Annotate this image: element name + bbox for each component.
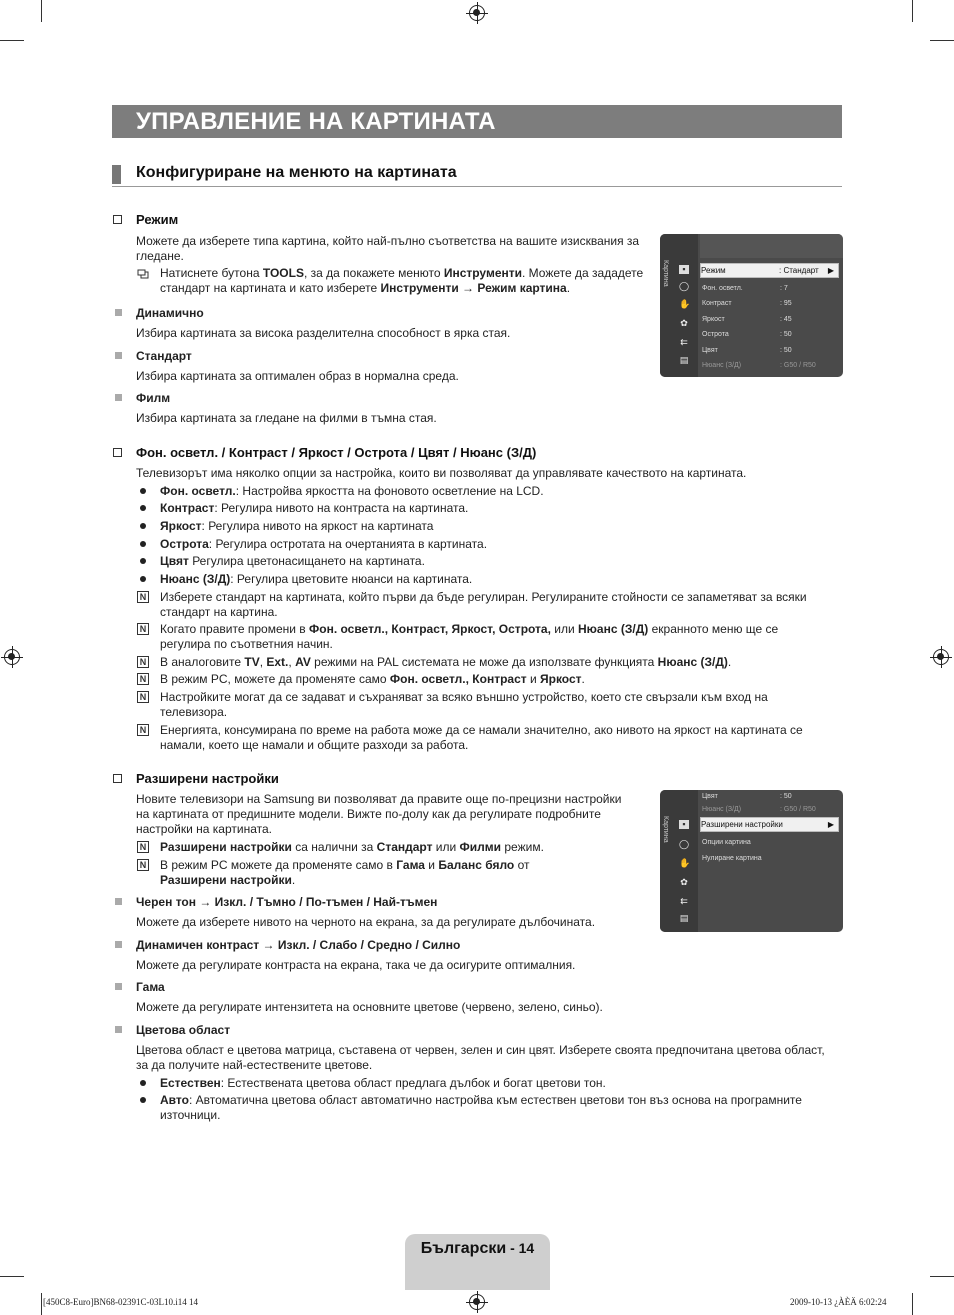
adjust-note: Енергията, консумирана по време на работа може да се намали значително, ако нивото на яркост на картината се намали, което ще намали и общите разходи за работа. (160, 723, 803, 752)
adjust-bullet: Нюанс (З/Д): Регулира цветовите нюанси на картината. (160, 572, 473, 586)
square-bullet-icon (115, 898, 122, 905)
color-space-desc: Цветова област е цветова матрица, съставена от червен, зелен и син цвят. Изберете своята предпочитана цветова област, за да получите най-естествените цветове. (136, 1043, 825, 1072)
application-icon: ▤ (679, 913, 689, 923)
advanced-note: Разширени настройки са налични за Стандарт или Филми режим. (160, 840, 544, 854)
advanced-item-name: Гама (136, 980, 165, 994)
crop-mark (0, 40, 24, 41)
osd-row[interactable]: Фон. осветл. : 7 (702, 285, 788, 292)
adjust-desc: Телевизорът има няколко опции за настройка, които ви позволяват да управлявате качеството на картината. (136, 466, 747, 480)
adjust-bullet: Яркост: Регулира нивото на яркост на картината (160, 519, 434, 533)
square-bullet-icon (115, 394, 122, 401)
sound-icon: ◯ (679, 839, 690, 849)
mode-item-desc: Избира картината за гледане на филми в тъмна стая. (136, 411, 437, 425)
note-icon: N (137, 656, 149, 668)
bullet-dot-icon (140, 505, 146, 511)
mode-heading: Режим (136, 212, 179, 227)
bullet-dot-icon (140, 1080, 146, 1086)
mode-item-name: Филм (136, 391, 171, 405)
adjust-heading: Фон. осветл. / Контраст / Яркост / Острота / Цвят / Нюанс (З/Д) (136, 445, 537, 460)
square-bullet-icon (115, 309, 122, 316)
footer-page-tab (405, 1234, 550, 1290)
registration-mark-icon (469, 5, 485, 21)
bullet-dot-icon (140, 523, 146, 529)
crop-mark (41, 1293, 42, 1315)
bullet-dot-icon (140, 558, 146, 564)
osd-row[interactable]: Нюанс (З/Д) : G50 / R50 (702, 362, 816, 369)
note-icon: N (137, 623, 149, 635)
picture-icon: ▪ (679, 820, 689, 829)
adjust-note: Настройките могат да се задават и съхраняват за всяко външно устройство, което сте свързали към вход на телевизора. (160, 690, 768, 719)
note-icon: N (137, 841, 149, 853)
osd-row[interactable]: Разширени настройки ▶ (700, 817, 839, 832)
advanced-item-desc: Можете да изберете нивото на черното на екрана, за да регулирате дълбочината. (136, 915, 596, 929)
color-space-bullet: Авто: Автоматична цветова област автоматично настройва към естествен цветови тон въз основа на програмните източници. (160, 1093, 802, 1122)
bullet-dot-icon (140, 1097, 146, 1103)
sound-icon: ◯ (679, 281, 690, 291)
checkbox-bullet-icon (113, 215, 122, 224)
square-bullet-icon (115, 1026, 122, 1033)
print-slug-right: 2009-10-13 ¿ÀÈÄ 6:02:24 (790, 1297, 887, 1307)
section-heading (112, 163, 842, 187)
advanced-desc: Новите телевизори на Samsung ви позволяват да правите още по-прецизни настройки на картината от предишните модели. Вижте по-долу как да регулирате подробните настройки на картината. (136, 792, 622, 836)
advanced-item-desc: Можете да регулирате контраста на екрана, така че да осигурите оптималния. (136, 958, 576, 972)
osd-row[interactable]: Нулиране картина (702, 855, 762, 862)
checkbox-bullet-icon (113, 448, 122, 457)
print-slug-left: [450C8-Euro]BN68-02391C-03L10.i14 14 (43, 1297, 198, 1307)
advanced-settings-osd (660, 790, 843, 932)
adjust-bullet: Острота: Регулира остротата на очертанията в картината. (160, 537, 488, 551)
tools-icon (137, 267, 149, 279)
bullet-dot-icon (140, 576, 146, 582)
adjust-note: Изберете стандарт на картината, който първи да бъде регулиран. Регулираните стойности се запаметяват за всяки стандарт на картина. (160, 590, 807, 619)
crop-mark (912, 0, 913, 22)
setup-icon: ✿ (680, 877, 688, 887)
advanced-item-name: Динамичен контраст → Изкл. / Слабо / Средно / Силно (136, 938, 461, 952)
adjust-note: В аналоговите TV, Ext., AV режими на PAL системата не може да използвате функцията Нюанс (З/Д). (160, 655, 732, 669)
crop-mark (930, 40, 954, 41)
note-icon: N (137, 673, 149, 685)
registration-mark-icon (4, 649, 20, 665)
registration-mark-icon (933, 649, 949, 665)
adjust-bullet: Цвят Регулира цветонасищането на картината. (160, 554, 425, 568)
channel-icon: ✋ (679, 858, 691, 868)
square-bullet-icon (115, 983, 122, 990)
adjust-bullet: Фон. осветл.: Настройва яркостта на фоновото осветление на LCD. (160, 484, 544, 498)
osd-vertical-label: Картина (662, 260, 669, 287)
picture-icon: ▪ (679, 265, 689, 274)
osd-row[interactable]: Цвят : 50 (702, 793, 792, 800)
input-icon: ⇇ (680, 896, 688, 906)
channel-icon: ✋ (679, 299, 691, 309)
osd-header (700, 234, 843, 258)
adjust-bullet: Контраст: Регулира нивото на контраста на картината. (160, 501, 469, 515)
advanced-item-name: Черен тон → Изкл. / Тъмно / По-тъмен / Най-тъмен (136, 895, 438, 909)
osd-row[interactable]: Нюанс (З/Д) : G50 / R50 (702, 806, 816, 813)
picture-menu-osd (660, 234, 843, 377)
color-space-bullet: Естествен: Естествената цветова област предлага дълбок и богат цветови тон. (160, 1076, 606, 1090)
crop-mark (930, 1276, 954, 1277)
note-icon: N (137, 691, 149, 703)
application-icon: ▤ (679, 355, 689, 365)
mode-desc: Можете да изберете типа картина, който най-пълно съответства на вашите изисквания за гледане. (136, 234, 640, 263)
osd-vertical-label: Картина (662, 816, 669, 843)
crop-mark (912, 1293, 913, 1315)
mode-item-name: Стандарт (136, 349, 192, 363)
square-bullet-icon (115, 941, 122, 948)
mode-item-desc: Избира картината за оптимален образ в нормална среда. (136, 369, 459, 383)
osd-row[interactable]: Острота : 50 (702, 331, 792, 338)
section-marker (112, 165, 121, 184)
footer-page-label: Български - 14 (420, 1240, 535, 1257)
adjust-note: В режим PC, можете да променяте само Фон. осветл., Контраст и Яркост. (160, 672, 585, 686)
bullet-dot-icon (140, 541, 146, 547)
osd-row[interactable]: Контраст : 95 (702, 300, 792, 307)
mode-item-name: Динамично (136, 306, 204, 320)
osd-row[interactable]: Яркост : 45 (702, 316, 792, 323)
bullet-dot-icon (140, 488, 146, 494)
adjust-note: Когато правите промени в Фон. осветл., Контраст, Яркост, Острота, или Нюанс (З/Д) екранното меню ще се регулира по съответния начин. (160, 622, 779, 651)
advanced-item-desc: Можете да регулирате интензитета на основните цветове (червено, зелено, синьо). (136, 1000, 603, 1014)
crop-mark (41, 0, 42, 22)
note-icon: N (137, 591, 149, 603)
osd-row[interactable]: Цвят : 50 (702, 347, 792, 354)
mode-tools-line1: Натиснете бутона TOOLS, за да покажете менюто Инструменти. Можете да зададете (160, 266, 644, 280)
mode-tools-line2: стандарт на картината и като изберете Инструменти → Режим картина. (160, 281, 571, 295)
osd-row[interactable]: Режим : Стандарт ▶ (700, 263, 839, 278)
page-title: УПРАВЛЕНИЕ НА КАРТИНАТА (112, 105, 842, 138)
checkbox-bullet-icon (113, 774, 122, 783)
note-icon: N (137, 724, 149, 736)
setup-icon: ✿ (680, 318, 688, 328)
section-title: Конфигуриране на менюто на картината (136, 164, 457, 181)
note-icon: N (137, 859, 149, 871)
advanced-heading: Разширени настройки (136, 771, 279, 786)
osd-row[interactable]: Опции картина (702, 839, 751, 846)
advanced-item-name: Цветова област (136, 1023, 231, 1037)
square-bullet-icon (115, 352, 122, 359)
crop-mark (0, 1276, 24, 1277)
input-icon: ⇇ (680, 337, 688, 347)
advanced-note: В режим PC можете да променяте само в Гама и Баланс бяло от Разширени настройки. (160, 858, 530, 887)
registration-mark-icon (469, 1294, 485, 1310)
mode-item-desc: Избира картината за висока разделителна способност в ярка стая. (136, 326, 511, 340)
